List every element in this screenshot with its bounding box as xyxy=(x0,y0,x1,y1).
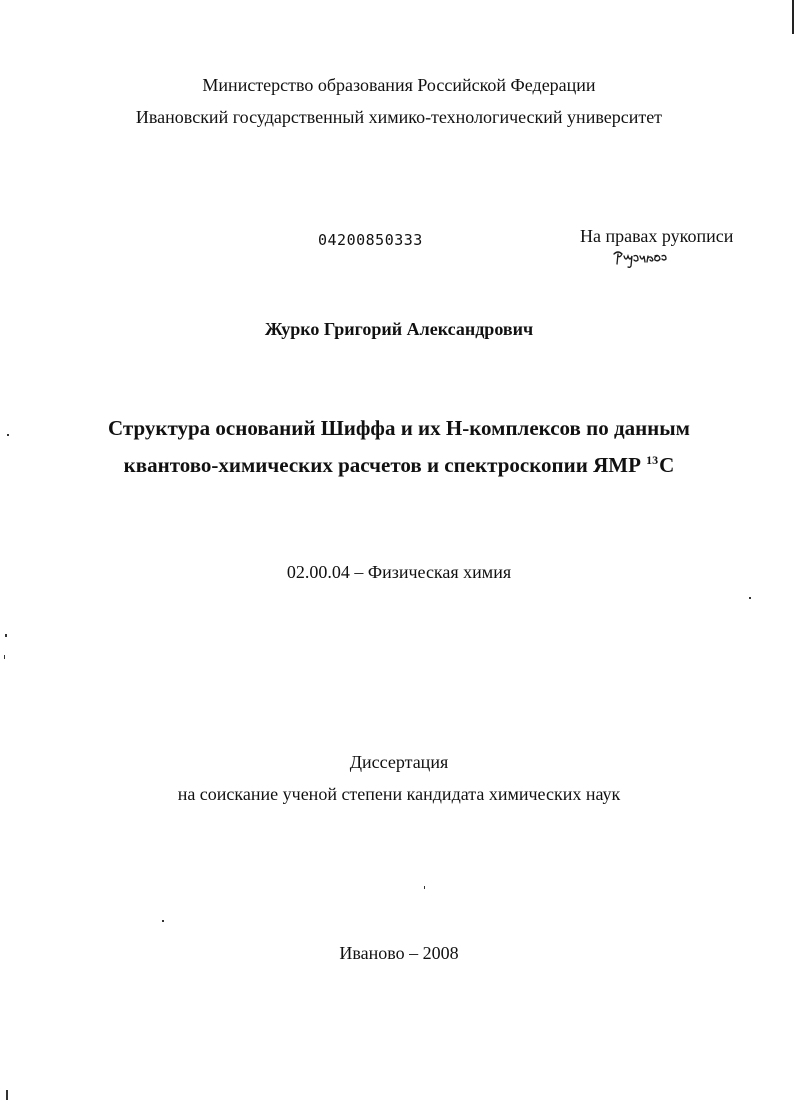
scan-speck xyxy=(4,655,5,659)
scan-speck xyxy=(5,634,7,637)
scan-speck xyxy=(749,597,751,599)
rights-notice: На правах рукописи xyxy=(580,226,734,246)
dissertation-label: Диссертация xyxy=(349,752,449,772)
scan-edge-mark xyxy=(792,0,794,34)
title-line-2 xyxy=(0,452,798,481)
scan-speck xyxy=(7,434,9,436)
scan-speck xyxy=(424,886,425,889)
title-line-2-tail: С xyxy=(659,453,675,477)
author-name: Журко Григорий Александрович xyxy=(264,319,534,339)
isotope-superscript: 13 xyxy=(646,453,659,467)
scan-speck xyxy=(6,1090,8,1100)
title-line-1: Структура оснований Шиффа и их Н-комплексов по данным xyxy=(108,416,690,440)
specialty-line: 02.00.04 – Физическая химия xyxy=(286,562,512,582)
record-number: 04200850333 xyxy=(318,231,423,249)
city-year: Иваново – 2008 xyxy=(339,943,459,963)
ministry-line: Министерство образования Российской Федерации xyxy=(202,75,596,95)
scan-speck xyxy=(162,920,164,922)
handwritten-signature xyxy=(612,248,676,270)
university-line: Ивановский государственный химико-технологический университет xyxy=(135,107,663,127)
dissertation-purpose: на соискание ученой степени кандидата химических наук xyxy=(177,784,621,804)
title-line-2-text: квантово-химических расчетов и спектроскопии ЯМР xyxy=(123,453,647,477)
